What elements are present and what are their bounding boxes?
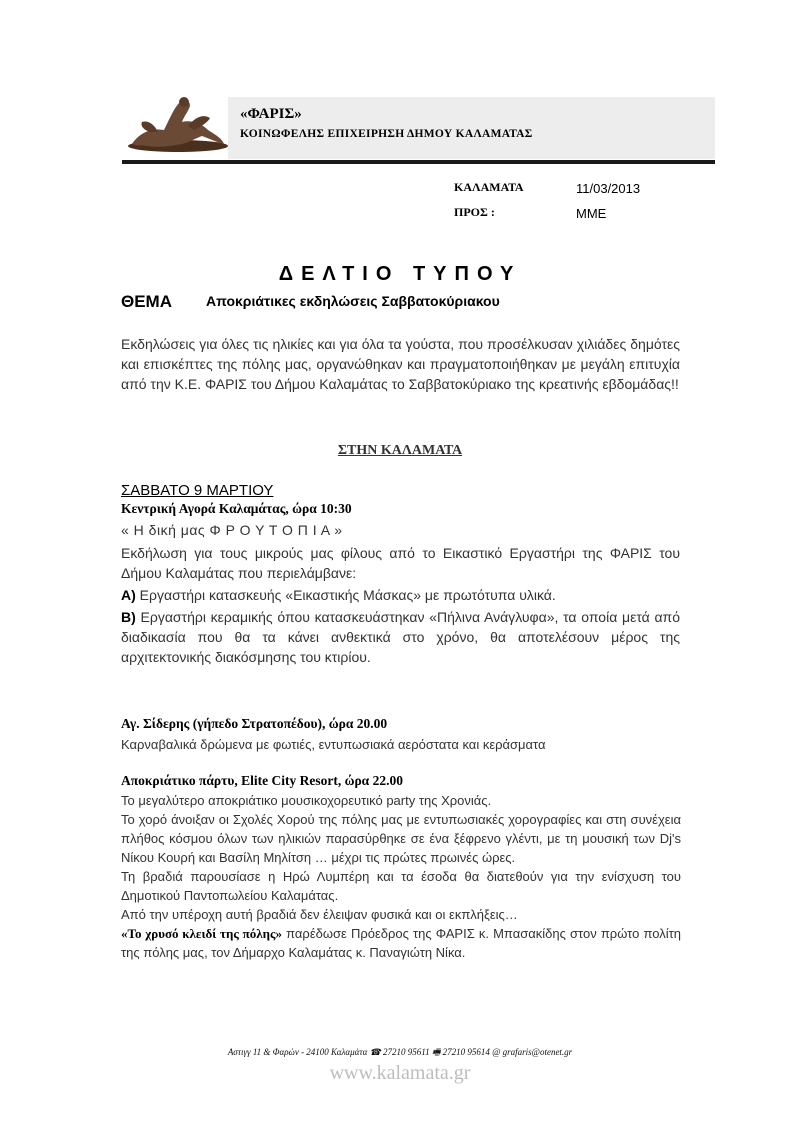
event3-p1: Το μεγαλύτερο αποκριάτικο μουσικοχορευτικό party της Χρονιάς. xyxy=(121,793,492,808)
header-divider xyxy=(122,160,715,164)
org-name: «ΦΑΡΙΣ» xyxy=(240,106,302,122)
event2-text: Καρναβαλικά δρώμενα με φωτιές, εντυπωσιακά αερόστατα και κεράσματα xyxy=(121,737,546,752)
event3-p2: Το χορό άνοιξαν οι Σχολές Χορού της πόλης μας με εντυπωσιακές χορογραφίες και στη συνέχεια πλήθος κόσμου όλων των ηλικιών παρασύρθηκε σε ένα ξέφρενο γλέντι, με τη μουσική των Dj's Νίκου Κουρή και Βασίλη Μηλίτση … μέχρι τις πρώτες πρωινές ώρες. xyxy=(121,812,681,865)
date-value: 11/03/2013 xyxy=(576,181,641,196)
section-heading: ΣΤΗΝ ΚΑΛΑΜΑΤΑ xyxy=(337,443,463,458)
event1-item-a xyxy=(121,585,680,605)
footer-website: www.kalamata.gr xyxy=(329,1062,471,1084)
item-a-label: Α) xyxy=(121,587,136,603)
event3-heading: Αποκριάτικο πάρτυ, Elite City Resort, ώρα 22.00 xyxy=(121,773,403,788)
event3-p5 xyxy=(121,924,681,962)
event2-heading: Αγ. Σίδερης (γήπεδο Στρατοπέδου), ώρα 20.00 xyxy=(121,716,388,731)
intro-paragraph: Εκδηλώσεις για όλες τις ηλικίες και για όλα τα γούστα, που προσέλκυσαν χιλιάδες δημότες και επισκέπτες της πόλης μας, οργανώθηκαν και πραγματοποιήθηκαν με μεγάλη επιτυχία από την Κ.Ε. ΦΑΡΙΣ του Δήμου Καλαμάτας το Σαββατοκύριακο της κρεατινής εβδομάδας!! xyxy=(121,336,680,392)
golden-key-phrase: «Το χρυσό κλειδί της πόλης» xyxy=(121,926,283,941)
recipient-label: ΠΡΟΣ : xyxy=(454,205,495,219)
item-a-text: Εργαστήρι κατασκευής «Εικαστικής Μάσκας» με πρωτότυπα υλικά. xyxy=(139,587,556,603)
footer-address: Αστιγγ 11 & Φαρών - 24100 Καλαμάτα ☎ 27210 95611 🖷 27210 95614 @ grafaris@otenet.gr xyxy=(227,1047,573,1057)
event1-description: Εκδήλωση για τους μικρούς μας φίλους από το Εικαστικό Εργαστήρι της ΦΑΡΙΣ του Δήμου Καλαμάτας που περιελάμβανε: xyxy=(121,545,680,581)
org-subtitle: ΚΟΙΝΩΦΕΛΗΣ ΕΠΙΧΕΙΡΗΣΗ ΔΗΜΟΥ ΚΑΛΑΜΑΤΑΣ xyxy=(240,128,533,140)
event1-subtitle: « Η δική μας Φ Ρ Ο Υ Τ Ο Π Ι Α » xyxy=(121,522,343,538)
day-heading: ΣΑΒΒΑΤΟ 9 ΜΑΡΤΙΟΥ xyxy=(121,482,274,499)
place-label: ΚΑΛΑΜΑΤΑ xyxy=(454,180,524,194)
event3-body xyxy=(121,791,681,962)
event1-heading: Κεντρική Αγορά Καλαμάτας, ώρα 10:30 xyxy=(121,501,352,516)
logo xyxy=(118,92,230,156)
item-b-label: Β) xyxy=(121,609,136,625)
event1-item-b xyxy=(121,607,680,667)
page-title: ΔΕΛΤΙΟ ΤΥΠΟΥ xyxy=(278,263,522,285)
item-b-text: Εργαστήρι κεραμικής όπου κατασκευάστηκαν «Πήλινα Ανάγλυφα», τα οποία μετά από διαδικασία που θα τα κάνει ανθεκτικά στο χρόνο, θα αποτελέσουν μέρος της αρχιτεκτονικής διακόσμησης του κτιρίου. xyxy=(121,609,681,665)
event3-p3: Τη βραδιά παρουσίασε η Ηρώ Λυμπέρη και τα έσοδα θα διατεθούν για την ενίσχυση του Δημοτικού Παντοπωλείου Καλαμάτας. xyxy=(121,869,681,903)
statue-logo-icon xyxy=(118,92,230,156)
event3-p4: Από την υπέροχη αυτή βραδιά δεν έλειψαν φυσικά και οι εκπλήξεις… xyxy=(121,907,518,922)
recipient-value: ΜΜΕ xyxy=(576,206,607,221)
event3-p5-rest: παρέδωσε Πρόεδρος της ΦΑΡΙΣ κ. Μπασακίδης στον πρώτο πολίτη της πόλης μας, τον Δήμαρχο Καλαμάτας κ. Παναγιώτη Νίκα. xyxy=(121,926,681,960)
subject-text: Αποκριάτικες εκδηλώσεις Σαββατοκύριακου xyxy=(206,293,500,309)
subject-label: ΘΕΜΑ xyxy=(121,292,172,311)
